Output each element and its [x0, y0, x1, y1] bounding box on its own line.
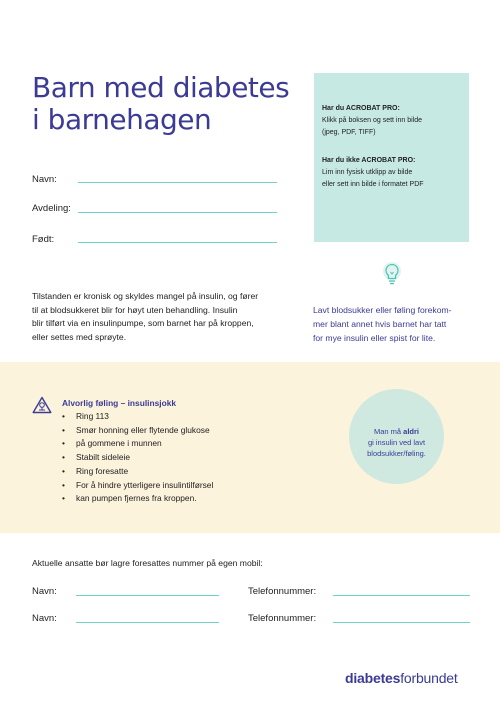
low-blood-sugar-tip — [313, 303, 478, 345]
description-line-3: blir tilført via en insulinpumpe, som barnet har på kroppen, — [32, 318, 254, 328]
born-field[interactable] — [78, 242, 277, 243]
no-acrobat-line-1: Lim inn fysisk utklipp av bilde — [322, 169, 413, 176]
born-field-label: Født: — [32, 234, 55, 245]
warning-item: • Ring 113 — [62, 410, 213, 424]
description-line-4: eller settes med sprøyte. — [32, 331, 127, 342]
condition-description — [32, 290, 292, 344]
warning-item: • Ring foresatte — [62, 465, 213, 479]
guardian-phone-field-1[interactable] — [333, 595, 470, 596]
guardian-name-label-1: Navn: — [32, 586, 57, 597]
guardian-name-label-2: Navn: — [32, 613, 57, 624]
description-line-1: Tilstanden er kronisk og skyldes mangel på insulin, og fører — [32, 291, 259, 301]
tip-line-2: mer blant annet hvis barnet har tatt — [313, 319, 447, 329]
lightbulb-icon — [379, 260, 405, 290]
acrobat-line-1: Klikk på boksen og sett inn bilde — [322, 117, 423, 124]
tip-line-3: for mye insulin eller spist for lite. — [313, 333, 436, 343]
department-field-label: Avdeling: — [32, 203, 71, 214]
guardian-name-field-2[interactable] — [76, 622, 219, 623]
warning-item-continued: • kan pumpen fjernes fra kroppen. — [62, 492, 213, 506]
no-acrobat-line-2: eller sett inn bilde i formatet PDF — [322, 181, 424, 188]
acrobat-line-2: (jpeg, PDF, TIFF) — [322, 129, 376, 136]
guardian-name-field-1[interactable] — [76, 595, 219, 596]
warning-item-continued: • på gommene i munnen — [62, 437, 213, 451]
warning-item: • Stabilt sideleie — [62, 451, 213, 465]
warning-item: • Smør honning eller flytende glukose — [62, 424, 213, 438]
name-field[interactable] — [78, 182, 277, 183]
description-line-2: til at blodsukkeret blir for høyt uten behandling. Insulin — [32, 304, 238, 315]
guardian-phone-label-1: Telefonnummer: — [248, 586, 317, 597]
note-line-1: Man må aldri — [373, 427, 420, 436]
warning-list — [62, 410, 213, 506]
note-line-3: blodsukker/føling. — [367, 449, 426, 458]
warning-title: Alvorlig føling – insulinsjokk — [62, 398, 177, 408]
title-line-1: Barn med diabetes — [32, 71, 290, 104]
warning-item: • For å hindre ytterligere insulintilførsel — [62, 479, 213, 493]
photo-placeholder-box[interactable] — [314, 73, 469, 242]
title-line-2: i barnehagen — [32, 103, 212, 136]
page-title — [32, 72, 302, 136]
diabetesforbundet-logo: diabetesforbundet — [345, 670, 458, 686]
no-acrobat-heading: Har du ikke ACROBAT PRO: — [322, 157, 416, 164]
department-field[interactable] — [78, 212, 277, 213]
warning-triangle-icon — [32, 396, 52, 414]
guardian-phone-label-2: Telefonnummer: — [248, 613, 317, 624]
never-insulin-note — [349, 389, 444, 484]
guardian-phone-field-2[interactable] — [333, 622, 470, 623]
name-field-label: Navn: — [32, 174, 57, 185]
staff-intro-text: Aktuelle ansatte bør lagre foresattes nummer på egen mobil: — [32, 558, 263, 568]
tip-line-1: Lavt blodsukker eller føling forekom- — [313, 305, 452, 315]
note-line-2: gi insulin ved lavt — [367, 438, 426, 447]
acrobat-heading: Har du ACROBAT PRO: — [322, 105, 400, 112]
